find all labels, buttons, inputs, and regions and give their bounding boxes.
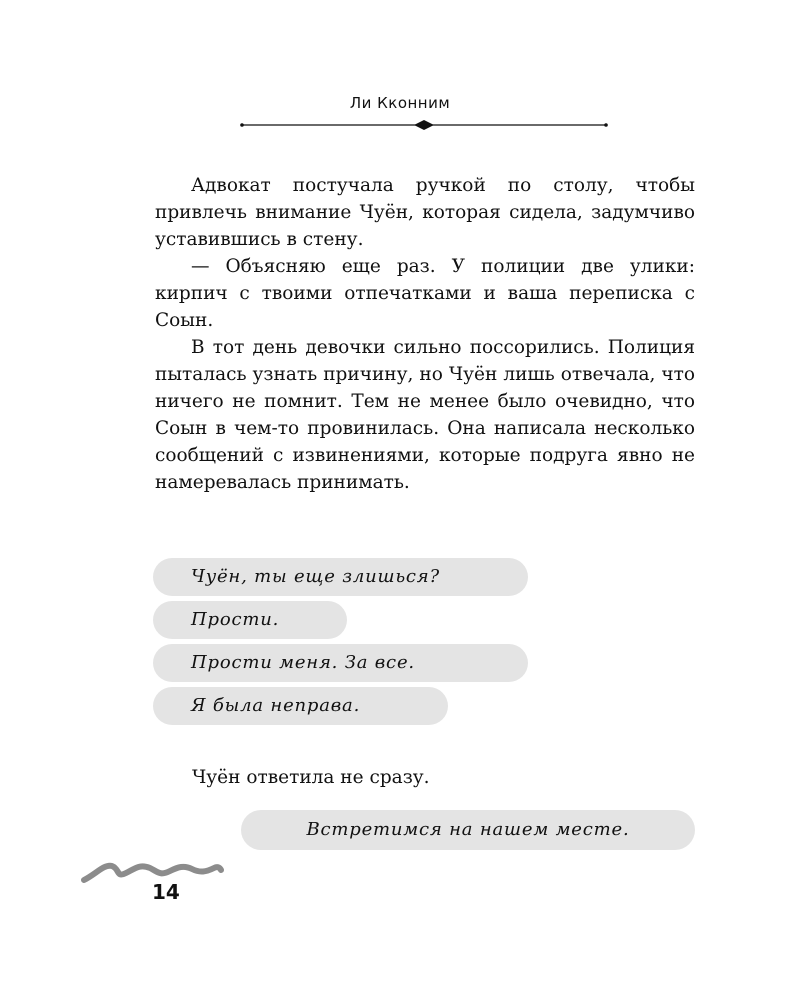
message-bubble: Я была неправа.	[153, 687, 448, 725]
header-ornament-divider	[238, 118, 610, 132]
reply-message-bubble: Встретимся на нашем месте.	[241, 810, 695, 850]
message-bubble: Прости.	[153, 601, 347, 639]
page-number: 14	[152, 880, 180, 904]
paragraph: В тот день девочки сильно поссорились. Полиция пыталась узнать причину, но Чуён лишь отвечала, что ничего не помнит. Тем не менее было очевидно, что Соын в чем-то провинилась. Она написала несколько сообщений с извинениями, которые подруга явно не намеревалась принимать.	[155, 337, 695, 493]
paragraph: — Объясняю еще раз. У полиции две улики: кирпич с твоими отпечатками и ваша переписка с Соын.	[155, 256, 695, 331]
narration-line: Чуён ответила не сразу.	[192, 767, 430, 788]
running-header-author: Ли Кконним	[349, 94, 451, 112]
paragraph: Адвокат постучала ручкой по столу, чтобы привлечь внимание Чуён, которая сидела, задумчиво уставившись в стену.	[155, 175, 695, 250]
message-bubble: Прости меня. За все.	[153, 644, 528, 682]
body-text	[155, 172, 695, 496]
message-bubble: Чуён, ты еще злишься?	[153, 558, 528, 596]
